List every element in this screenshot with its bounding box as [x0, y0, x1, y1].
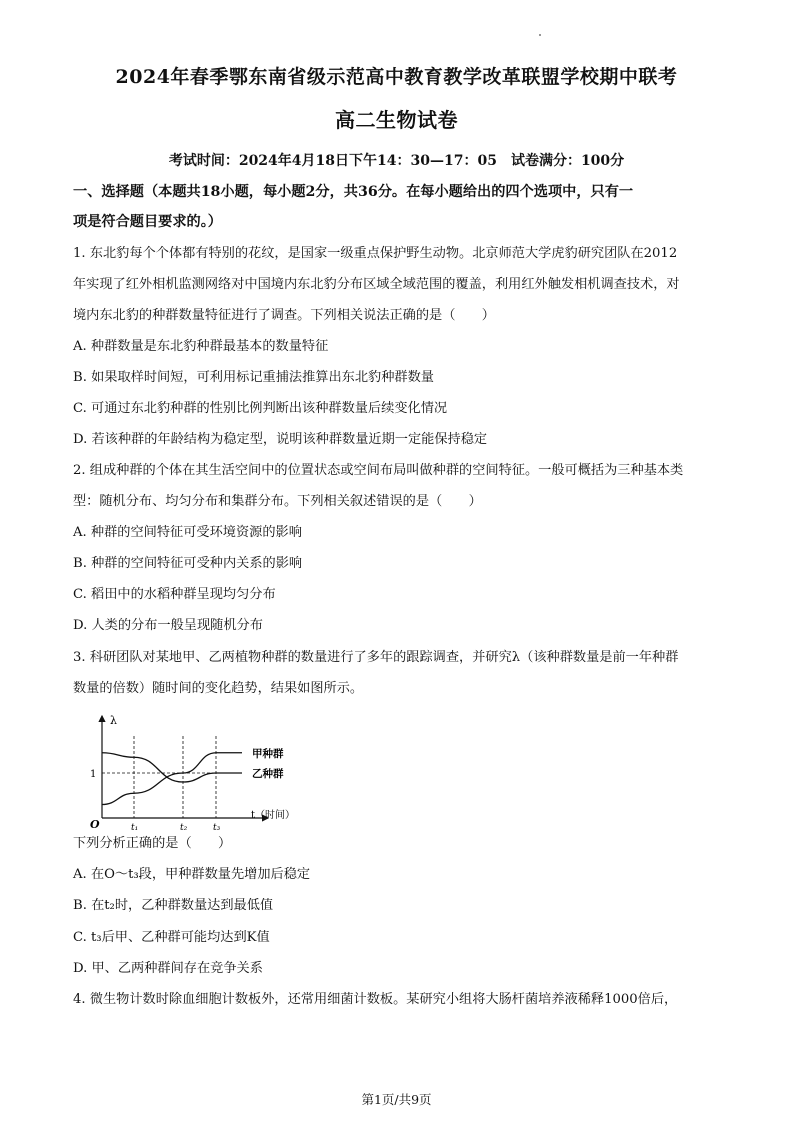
exam-info: 考试时间：2024年4月18日下午14：30—17：05 试卷满分：100分 — [168, 153, 625, 169]
origin-label: O — [90, 818, 100, 831]
q3-option-c: C. t₃后甲、乙种群可能均达到K值 — [73, 930, 270, 945]
q3-option-d: D. 甲、乙两种群间存在竞争关系 — [73, 961, 263, 976]
q3-prompt: 下列分析正确的是（ ） — [73, 836, 232, 851]
y-tick-label: 1 — [90, 769, 97, 780]
exam-subtitle: 高二生物试卷 — [335, 108, 458, 132]
page-number: 第1页/共9页 — [361, 1092, 432, 1107]
lambda-chart-svg — [86, 712, 296, 833]
q1-option-a: A. 种群数量是东北豹种群最基本的数量特征 — [73, 339, 329, 354]
x-tick-label: t₂ — [180, 823, 188, 833]
q1-stem-line1: 1. 东北豹每个个体都有特别的花纹，是国家一级重点保护野生动物。北京师范大学虎豹研究团队在2012 — [73, 246, 678, 261]
q2-stem-line1: 2. 组成种群的个体在其生活空间中的位置状态或空间布局叫做种群的空间特征。一般可概括为三种基本类 — [73, 463, 684, 478]
x-tick-label: t₁ — [131, 823, 139, 833]
section-heading-line1: 一、选择题（本题共18小题，每小题2分，共36分。在每小题给出的四个选项中，只有一 — [73, 184, 634, 200]
decorative-dot — [539, 34, 541, 36]
series-yi-label: 乙种群 — [252, 768, 284, 780]
q3-stem-line2: 数量的倍数）随时间的变化趋势，结果如图所示。 — [73, 681, 364, 696]
q3-option-b: B. 在t₂时，乙种群数量达到最低值 — [73, 898, 274, 913]
x-axis-label: t（时间） — [251, 810, 296, 821]
q4-stem-line1: 4. 微生物计数时除血细胞计数板外，还常用细菌计数板。某研究小组将大肠杆菌培养液稀释1000倍后， — [73, 992, 678, 1007]
q1-option-b: B. 如果取样时间短，可利用标记重捕法推算出东北豹种群数量 — [73, 370, 434, 385]
q2-option-b: B. 种群的空间特征可受种内关系的影响 — [73, 556, 303, 571]
q2-option-a: A. 种群的空间特征可受环境资源的影响 — [73, 525, 302, 540]
section-heading-line2: 项是符合题目要求的。） — [73, 214, 222, 230]
q3-stem-line1: 3. 科研团队对某地甲、乙两植物种群的数量进行了多年的跟踪调查，并研究λ（该种群数量是前一年种群 — [73, 650, 679, 665]
q2-option-d: D. 人类的分布一般呈现随机分布 — [73, 618, 263, 633]
lambda-chart — [86, 712, 296, 833]
q1-stem-line3: 境内东北豹的种群数量特征进行了调查。下列相关说法正确的是（ ） — [73, 308, 495, 323]
y-axis-label: λ — [110, 714, 117, 727]
x-tick-label: t₃ — [213, 823, 221, 833]
exam-title: 2024年春季鄂东南省级示范高中教育教学改革联盟学校期中联考 — [115, 66, 678, 88]
q3-option-a: A. 在O～t₃段，甲种群数量先增加后稳定 — [73, 867, 311, 882]
series-jia-label: 甲种群 — [252, 747, 284, 760]
q2-option-c: C. 稻田中的水稻种群呈现均匀分布 — [73, 587, 276, 602]
series-yi-curve — [102, 753, 242, 782]
series-jia-curve — [102, 753, 242, 805]
q2-stem-line2: 型：随机分布、均匀分布和集群分布。下列相关叙述错误的是（ ） — [73, 494, 482, 509]
q1-option-d: D. 若该种群的年龄结构为稳定型，说明该种群数量近期一定能保持稳定 — [73, 432, 488, 447]
q1-option-c: C. 可通过东北豹种群的性别比例判断出该种群数量后续变化情况 — [73, 401, 448, 416]
q1-stem-line2: 年实现了红外相机监测网络对中国境内东北豹分布区域全域范围的覆盖，利用红外触发相机调查技术，对 — [73, 277, 680, 292]
